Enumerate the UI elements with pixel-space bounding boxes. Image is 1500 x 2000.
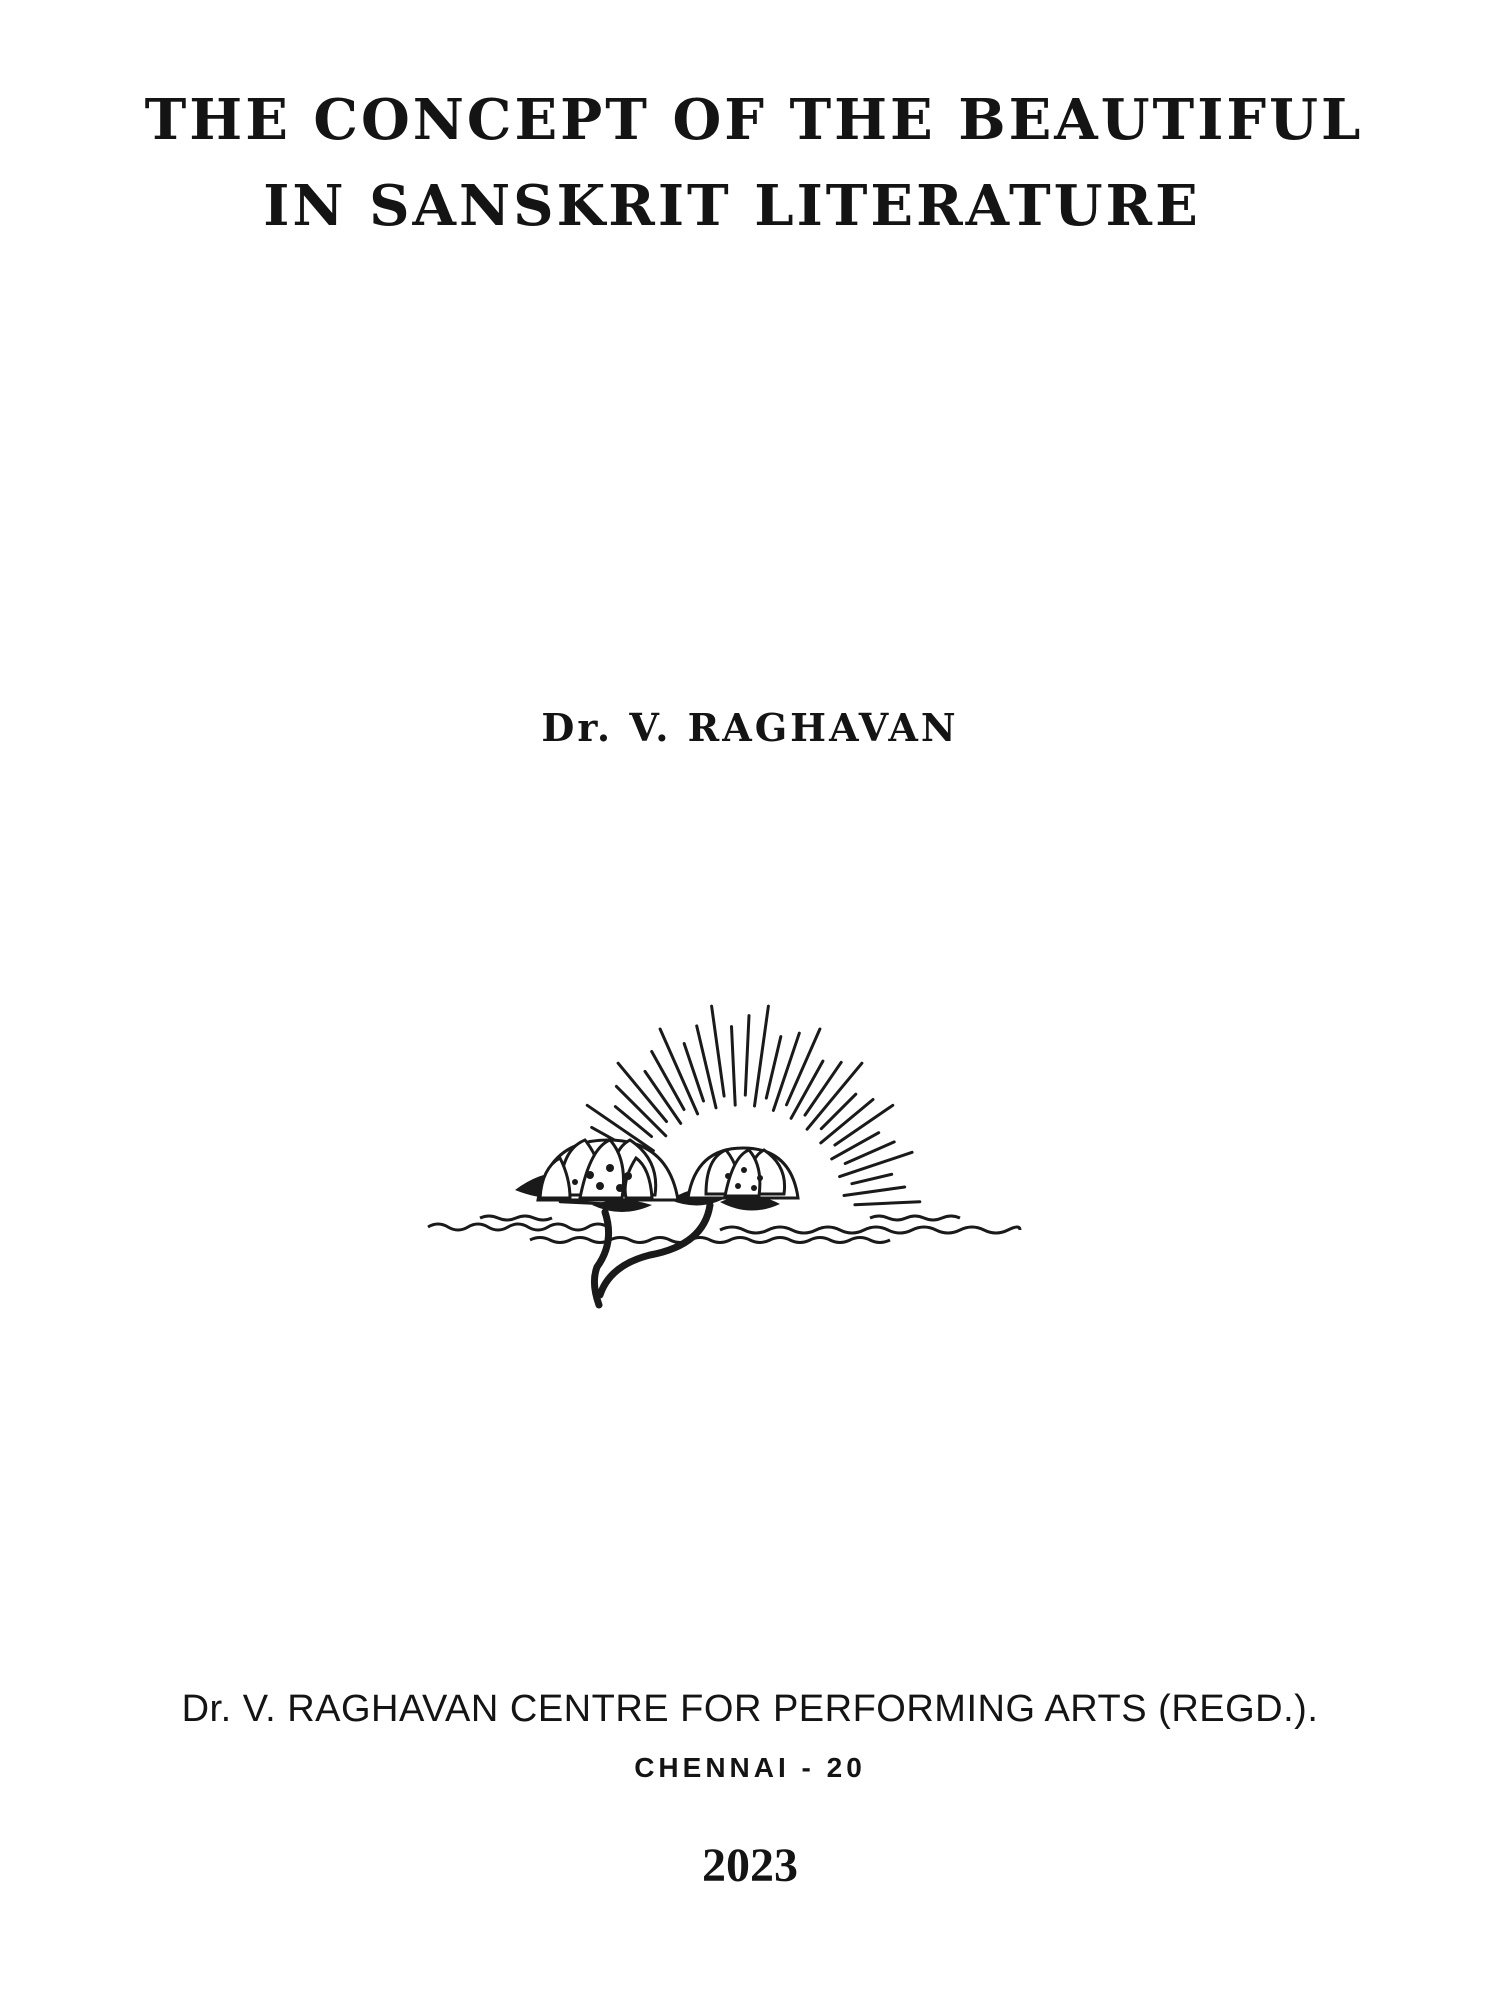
sun-ray xyxy=(840,1152,913,1176)
sun-ray xyxy=(805,1062,841,1115)
sun-ray xyxy=(755,1006,769,1106)
sun-ray xyxy=(855,1202,920,1205)
publisher-name: Dr. V. RAGHAVAN CENTRE FOR PERFORMING ARTS (REGD.). xyxy=(181,1688,1319,1730)
sun-ray xyxy=(773,1033,799,1110)
sun-ray xyxy=(615,1107,651,1137)
sun-ray xyxy=(852,1174,892,1183)
sun-ray xyxy=(844,1187,905,1196)
sun-ray xyxy=(652,1052,684,1110)
sun-ray xyxy=(787,1029,820,1105)
book-title-line-2: IN SANSKRIT LITERATURE xyxy=(263,173,1201,239)
sun-ray xyxy=(745,1016,749,1096)
author-name: Dr. V. RAGHAVAN xyxy=(541,705,959,750)
sun-ray xyxy=(821,1094,856,1129)
sun-ray xyxy=(712,1006,725,1096)
sun-ray xyxy=(832,1133,879,1159)
lotus-sunrise-emblem-icon xyxy=(420,990,1060,1320)
publication-year: 2023 xyxy=(702,1839,798,1892)
sun-ray xyxy=(732,1027,736,1106)
book-title-line-1: THE CONCEPT OF THE BEAUTIFUL xyxy=(144,87,1364,153)
sun-ray xyxy=(697,1026,716,1108)
sun-ray xyxy=(766,1037,781,1099)
publisher-city: CHENNAI - 20 xyxy=(634,1752,866,1783)
